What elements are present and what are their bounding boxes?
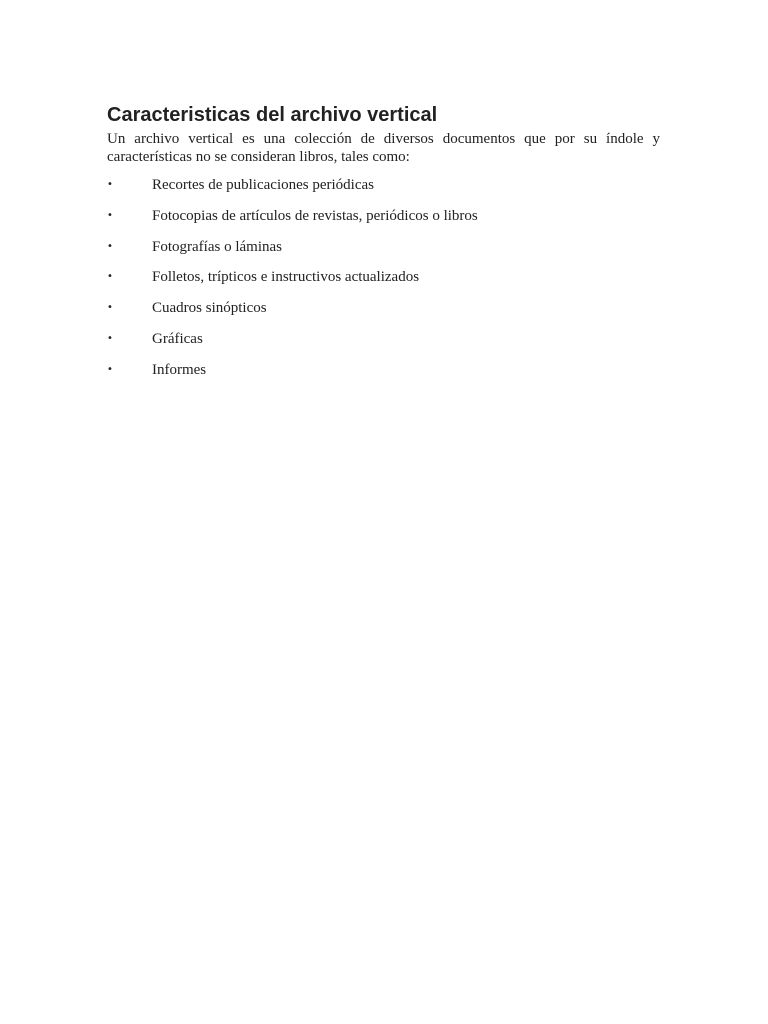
bullet-icon: •	[107, 302, 113, 314]
bullet-icon: •	[107, 209, 113, 221]
list-item	[107, 268, 660, 286]
bullet-icon: •	[107, 240, 113, 252]
list-item	[107, 207, 660, 225]
list-item-text: Recortes de publicaciones periódicas	[152, 177, 374, 193]
list-item	[107, 299, 660, 317]
list-item	[107, 238, 660, 256]
intro-paragraph: Un archivo vertical es una colección de diversos documentos que por su índole y características no se consideran libros, tales como:	[107, 131, 660, 165]
list-item-text: Cuadros sinópticos	[152, 300, 267, 317]
list-item	[107, 361, 660, 379]
bullet-list	[107, 176, 660, 379]
bullet-icon: •	[107, 271, 113, 283]
bullet-icon: •	[107, 332, 113, 344]
list-item	[107, 330, 660, 348]
list-item-text: Gráficas	[152, 330, 203, 347]
list-item-text: Fotografías o láminas	[152, 238, 282, 255]
bullet-icon: •	[107, 179, 113, 190]
list-item-text: Fotocopias de artículos de revistas, periódicos o libros	[152, 207, 478, 224]
list-item-text: Folletos, trípticos e instructivos actualizados	[152, 269, 420, 286]
bullet-icon: •	[107, 363, 113, 375]
document-page	[107, 103, 660, 392]
document-title: Caracteristicas del archivo vertical	[107, 104, 438, 126]
list-item	[107, 176, 660, 194]
list-item-text: Informes	[152, 361, 207, 378]
